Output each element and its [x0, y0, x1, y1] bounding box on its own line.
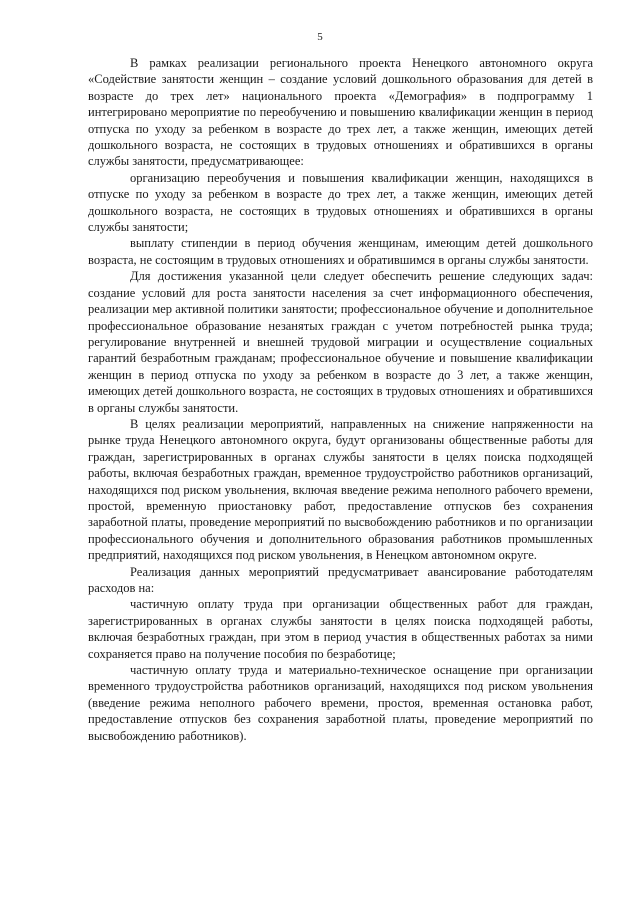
page-number: 5	[317, 31, 323, 43]
document-body	[88, 55, 593, 744]
paragraph-temporary-employment-payment: частичную оплату труда и материально-техническое оснащение при организации временного трудоустройства работников организаций, находящихся под риском увольнения (введение режима неполного рабочего времени, простоя, временная остановка работ, предоставление отпусков без сохранения заработной платы, проведение мероприятий по высвобождению работников).	[88, 663, 593, 743]
paragraph-labor-market-measures: В целях реализации мероприятий, направленных на снижение напряженности на рынке труда Ненецкого автономного округа, будут организованы общественные работы для граждан, зарегистрированных в органах службы занятости в целях поиска подходящей работы, включая безработных граждан, временное трудоустройство работников организаций, находящихся под риском увольнения, включая введение режима неполного рабочего времени, простой, временную приостановку работ, предоставление отпусков без сохранения заработной платы, проведение мероприятий по высвобождению работников и по организации профессионального обучения и дополнительного образования работников промышленных предприятий, находящихся под риском увольнения, в Ненецком автономном округе.	[88, 416, 593, 563]
paragraph-public-works-payment: частичную оплату труда при организации общественных работ для граждан, зарегистрированных в органах службы занятости в целях поиска подходящей работы, включая безработных граждан, при этом в период участия в общественных работах за ними сохраняется право на получение пособия по безработице;	[88, 597, 593, 661]
paragraph-stipend-payment: выплату стипендии в период обучения женщинам, имеющим детей дошкольного возраста, не состоящим в трудовых отношениях и обратившимся в органы службы занятости.	[88, 236, 593, 267]
paragraph-retraining-organization: организацию переобучения и повышения квалификации женщин, находящихся в отпуске по уходу за ребенком в возрасте до трех лет, а также женщин, имеющих детей дошкольного возраста, не состоящих в трудовых отношениях и обратившихся в органы службы занятости;	[88, 170, 593, 235]
paragraph-goal-tasks: Для достижения указанной цели следует обеспечить решение следующих задач: создание условий для роста занятости населения за счет информационного обеспечения, реализации мер активной политики занятости; профессиональное обучение и дополнительное профессиональное образование незанятых граждан с учетом потребностей рынка труда; регулирование внутренней и внешней трудовой миграции и осуществление социальных гарантий безработным гражданам; профессиональное обучение и повышение квалификации женщин в период отпуска по уходу за ребенком в возрасте до 3 лет, а также женщин, имеющих детей дошкольного возраста, не состоящих в трудовых отношениях и обратившихся в органы службы занятости.	[88, 269, 593, 415]
paragraph-advance-payment: Реализация данных мероприятий предусматривает авансирование работодателям расходов на:	[88, 564, 593, 595]
paragraph-regional-project: В рамках реализации регионального проекта Ненецкого автономного округа «Содействие занятости женщин – создание условий дошкольного образования для детей в возрасте до трех лет» национального проекта «Демография» в подпрограмму 1 интегрировано мероприятие по переобучению и повышению квалификации женщин в период отпуска по уходу за ребенком в возрасте до трех лет, а также женщин, имеющих детей дошкольного возраста, не состоящих в трудовых отношениях и обратившихся в органы службы занятости, предусматривающее:	[88, 56, 593, 169]
